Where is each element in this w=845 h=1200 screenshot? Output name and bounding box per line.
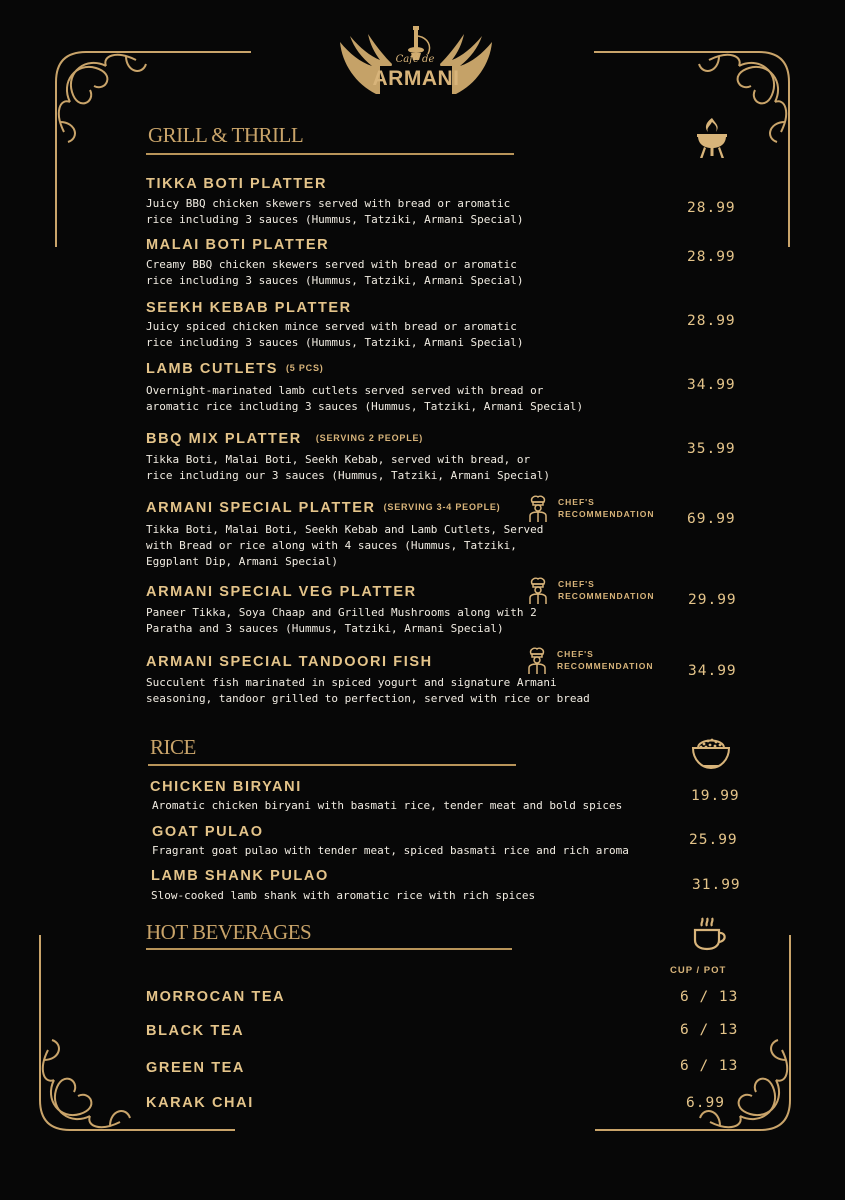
beverage-name: MORROCAN TEA bbox=[146, 989, 286, 1005]
chefs-recommendation-badge bbox=[525, 646, 665, 676]
section-rule-beverages bbox=[146, 948, 512, 950]
section-title-grill: GRILL & THRILL bbox=[148, 123, 304, 147]
menu-item-price: 34.99 bbox=[688, 663, 737, 679]
brand-logo bbox=[336, 24, 496, 100]
menu-item-price: 28.99 bbox=[687, 200, 736, 216]
menu-item-note: (SERVING 3-4 PEOPLE) bbox=[383, 502, 501, 512]
bbq-grill-icon bbox=[694, 116, 730, 164]
rice-bowl-icon bbox=[690, 730, 732, 774]
chefs-recommendation-badge bbox=[526, 576, 666, 606]
menu-item-name: CHICKEN BIRYANI bbox=[150, 779, 302, 795]
coffee-cup-icon bbox=[692, 916, 728, 956]
menu-item-name: GOAT PULAO bbox=[152, 824, 264, 840]
menu-item-name: LAMB CUTLETS (5 PCS) bbox=[146, 361, 324, 377]
menu-item-note: (SERVING 2 PEOPLE) bbox=[315, 433, 424, 443]
menu-item-name: TIKKA BOTI PLATTER bbox=[146, 176, 328, 192]
menu-item-price: 28.99 bbox=[687, 313, 736, 329]
menu-item-description: Paneer Tikka, Soya Chaap and Grilled Mushrooms along with 2 Paratha and 3 sauces (Hummus, Tatziki, Armani Special) bbox=[146, 606, 537, 635]
menu-item-note: (5 PCS) bbox=[285, 363, 324, 373]
chef-recommendation-label: CHEF'S RECOMMENDATION bbox=[558, 579, 655, 601]
chef-icon bbox=[526, 576, 550, 606]
menu-item-description: Creamy BBQ chicken skewers served with bread or aromatic rice including 3 sauces (Hummus, Tatziki, Armani Special) bbox=[146, 258, 524, 287]
beverage-name: BLACK TEA bbox=[146, 1023, 245, 1039]
beverage-price: 6 / 13 bbox=[680, 1022, 739, 1038]
menu-item-description: Tikka Boti, Malai Boti, Seekh Kebab, served with bread, or rice including our 3 sauces (Hummus, Tatziki, Armani Special) bbox=[146, 453, 550, 482]
cup-pot-header: CUP / POT bbox=[670, 965, 727, 976]
beverage-price: 6 / 13 bbox=[680, 989, 739, 1005]
menu-item-price: 29.99 bbox=[688, 592, 737, 608]
brand-tagline: Café de bbox=[395, 54, 435, 65]
chef-icon bbox=[525, 646, 549, 676]
brand-name: ARMANI bbox=[372, 67, 460, 90]
menu-item-description: Tikka Boti, Malai Boti, Seekh Kebab and Lamb Cutlets, Served with Bread or rice along with 4 sauces (Hummus, Tatziki, Eggplant Dip, Armani Special) bbox=[146, 523, 544, 568]
menu-item-name: BBQ MIX PLATTER (SERVING 2 PEOPLE) bbox=[146, 431, 424, 447]
menu-item-name: MALAI BOTI PLATTER bbox=[146, 237, 330, 253]
chefs-recommendation-badge bbox=[526, 494, 666, 524]
section-title-rice: RICE bbox=[150, 735, 196, 759]
section-rule-grill bbox=[146, 153, 514, 155]
menu-item-price: 69.99 bbox=[687, 511, 736, 527]
section-rule-rice bbox=[148, 764, 516, 766]
menu-item-price: 19.99 bbox=[691, 788, 740, 804]
menu-item-description: Overnight-marinated lamb cutlets served served with bread or aromatic rice including 3 sauces (Hummus, Tatziki, Armani Special) bbox=[146, 384, 584, 413]
chef-recommendation-label: CHEF'S RECOMMENDATION bbox=[557, 649, 654, 671]
beverage-name: GREEN TEA bbox=[146, 1060, 245, 1076]
beverage-price: 6 / 13 bbox=[680, 1058, 739, 1074]
menu-item-description: Succulent fish marinated in spiced yogurt and signature Armani seasoning, tandoor grilled to perfection, served with rice or bread bbox=[146, 676, 590, 705]
menu-item-price: 28.99 bbox=[687, 249, 736, 265]
menu-item-name: LAMB SHANK PULAO bbox=[151, 868, 329, 884]
menu-item-name: ARMANI SPECIAL PLATTER (SERVING 3-4 PEOPLE) bbox=[146, 500, 501, 516]
menu-item-price: 34.99 bbox=[687, 377, 736, 393]
chef-recommendation-label: CHEF'S RECOMMENDATION bbox=[558, 497, 655, 519]
menu-item-name: SEEKH KEBAB PLATTER bbox=[146, 300, 352, 316]
menu-item-price: 35.99 bbox=[687, 441, 736, 457]
beverage-name: KARAK CHAI bbox=[146, 1095, 254, 1111]
menu-item-price: 31.99 bbox=[692, 877, 741, 893]
chef-icon bbox=[526, 494, 550, 524]
menu-item-description: Aromatic chicken biryani with basmati rice, tender meat and bold spices bbox=[152, 799, 623, 812]
menu-item-description: Juicy BBQ chicken skewers served with bread or aromatic rice including 3 sauces (Hummus, Tatziki, Armani Special) bbox=[146, 197, 524, 226]
menu-item-name: ARMANI SPECIAL VEG PLATTER bbox=[146, 584, 417, 600]
menu-item-description: Juicy spiced chicken mince served with bread or aromatic rice including 3 sauces (Hummus, Tatziki, Armani Special) bbox=[146, 320, 524, 349]
menu-item-name: ARMANI SPECIAL TANDOORI FISH bbox=[146, 654, 433, 670]
menu-item-price: 25.99 bbox=[689, 832, 738, 848]
menu-item-description: Fragrant goat pulao with tender meat, spiced basmati rice and rich aroma bbox=[152, 844, 629, 857]
section-title-beverages: HOT BEVERAGES bbox=[146, 920, 312, 944]
menu-item-description: Slow-cooked lamb shank with aromatic rice with rich spices bbox=[151, 889, 536, 902]
beverage-price: 6.99 bbox=[686, 1095, 725, 1111]
